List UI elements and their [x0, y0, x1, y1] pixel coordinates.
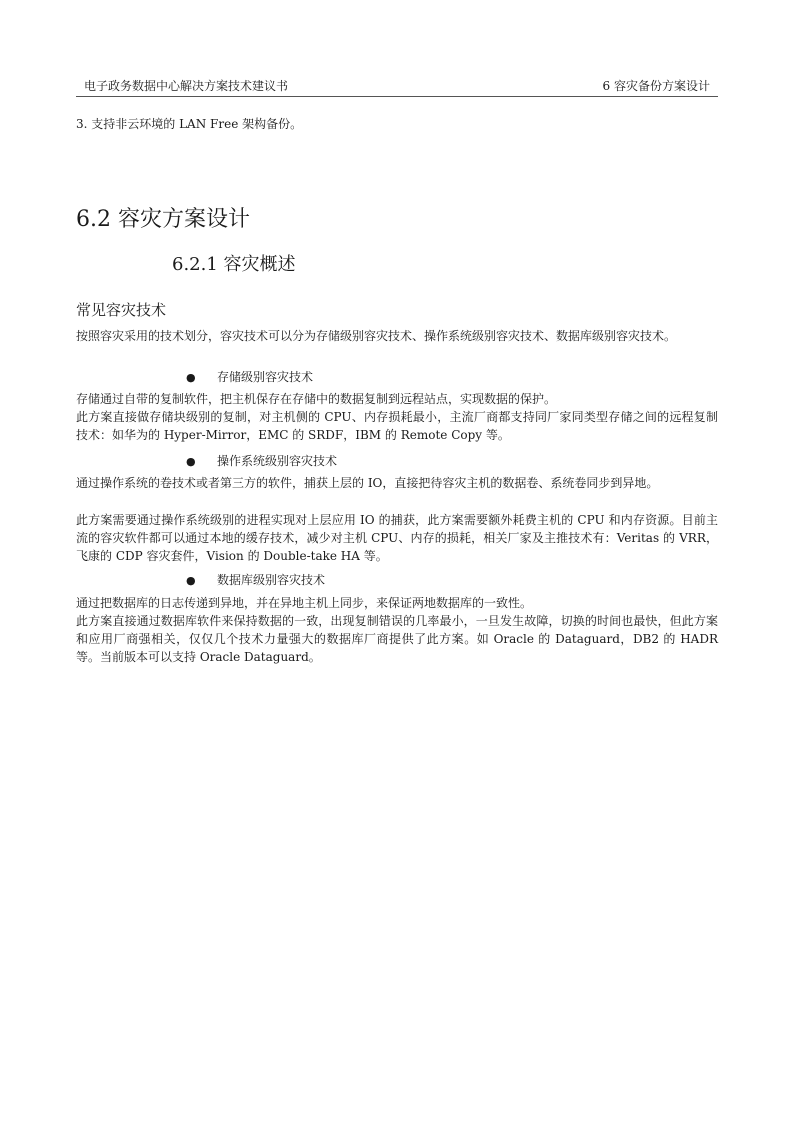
list-item-3: 3. 支持非云环境的 LAN Free 架构备份。 [76, 117, 303, 131]
os-paragraph-2: 此方案需要通过操作系统级别的进程实现对上层应用 IO 的捕获，此方案需要额外耗费主机的 CPU 和内存资源。目前主流的容灾软件都可以通过本地的缓存技术，减少对主机 CPU、内存的损耗，相关厂家及主推技术有：Veritas 的 VRR，飞康的 CDP 容灾套件，Vision 的 Double-take HA 等。 [76, 513, 718, 563]
header-chapter-title: 6 容灾备份方案设计 [602, 79, 710, 93]
storage-paragraph-1: 存储通过自带的复制软件，把主机保存在存储中的数据复制到远程站点，实现数据的保护。 [76, 392, 557, 406]
database-paragraph-2: 此方案直接通过数据库软件来保持数据的一致，出现复制错误的几率最小，一旦发生故障，切换的时间也最快，但此方案和应用厂商强相关，仅仅几个技术力量强大的数据库厂商提供了此方案。如 Oracle 的 Dataguard，DB2 的 HADR 等。当前版本可以支持 Oracle Dataguard。 [76, 614, 718, 664]
bullet-label: 存储级别容灾技术 [217, 370, 314, 384]
bullet-os [186, 452, 337, 471]
page-header [76, 78, 718, 97]
bullet-icon: ● [186, 455, 196, 468]
header-document-title: 电子政务数据中心解决方案技术建议书 [84, 79, 289, 93]
bullet-label: 操作系统级别容灾技术 [217, 454, 338, 468]
os-paragraph-1: 通过操作系统的卷技术或者第三方的软件，捕获上层的 IO，直接把待容灾主机的数据卷、系统卷同步到异地。 [76, 476, 659, 490]
topic-heading: 常见容灾技术 [76, 301, 167, 319]
bullet-icon: ● [186, 371, 196, 384]
bullet-storage [186, 368, 313, 387]
bullet-label: 数据库级别容灾技术 [217, 573, 326, 587]
storage-paragraph-2: 此方案直接做存储块级别的复制，对主机侧的 CPU、内存损耗最小，主流厂商都支持同厂家同类型存储之间的远程复制技术：如华为的 Hyper-Mirror，EMC 的 SRDF，IBM 的 Remote Copy 等。 [76, 410, 718, 442]
bullet-database [186, 571, 325, 590]
section-heading: 6.2 容灾方案设计 [76, 207, 250, 232]
intro-paragraph: 按照容灾采用的技术划分，容灾技术可以分为存储级别容灾技术、操作系统级别容灾技术、数据库级别容灾技术。 [76, 329, 677, 343]
bullet-icon: ● [186, 574, 196, 587]
database-paragraph-1: 通过把数据库的日志传递到异地，并在异地主机上同步，来保证两地数据库的一致性。 [76, 596, 533, 610]
subsection-heading: 6.2.1 容灾概述 [172, 254, 296, 275]
